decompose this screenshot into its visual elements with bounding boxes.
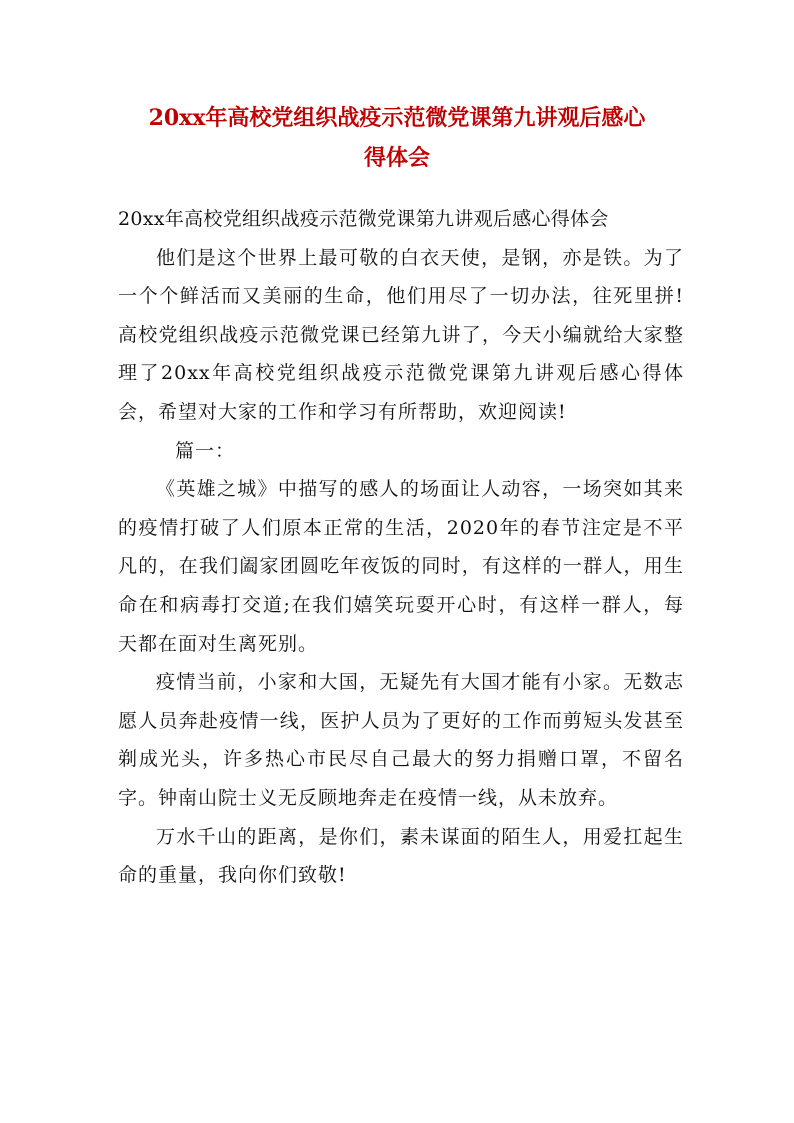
document-subtitle: 20xx年高校党组织战疫示范微党课第九讲观后感心得体会: [118, 208, 609, 230]
intro-paragraph: 他们是这个世界上最可敬的白衣天使，是钢，亦是铁。为了一个个鲜活而又美丽的生命，他们用尽了一切办法，往死里拼!高校党组织战疫示范微党课已经第九讲了，今天小编就给大家整理了20xx年高校党组织战疫示范微党课第九讲观后感心得体会，希望对大家的工作和学习有所帮助，欢迎阅读!: [118, 246, 684, 423]
body-paragraph-1: 《英雄之城》中描写的感人的场面让人动容，一场突如其来的疫情打破了人们原本正常的生活，2020年的春节注定是不平凡的，在我们阖家团圆吃年夜饭的同时，有这样的一群人，用生命在和病毒打交道;在我们嬉笑玩耍开心时，有这样一群人，每天都在面对生离死别。: [118, 478, 684, 655]
body-paragraph-2: 疫情当前，小家和大国，无疑先有大国才能有小家。无数志愿人员奔赴疫情一线，医护人员为了更好的工作而剪短头发甚至剃成光头，许多热心市民尽自己最大的努力捐赠口罩，不留名字。钟南山院士义无反顾地奔走在疫情一线，从未放弃。: [118, 671, 684, 809]
document-body: [118, 200, 684, 895]
document-title: [110, 98, 684, 178]
body-paragraph-3: 万水千山的距离，是你们，素未谋面的陌生人，用爱扛起生命的重量，我向你们致敬!: [118, 825, 684, 887]
section-heading: 篇一：: [175, 439, 236, 462]
title-line-2: 得体会: [363, 145, 430, 171]
title-line-1: 20xx年高校党组织战疫示范微党课第九讲观后感心: [148, 105, 646, 131]
